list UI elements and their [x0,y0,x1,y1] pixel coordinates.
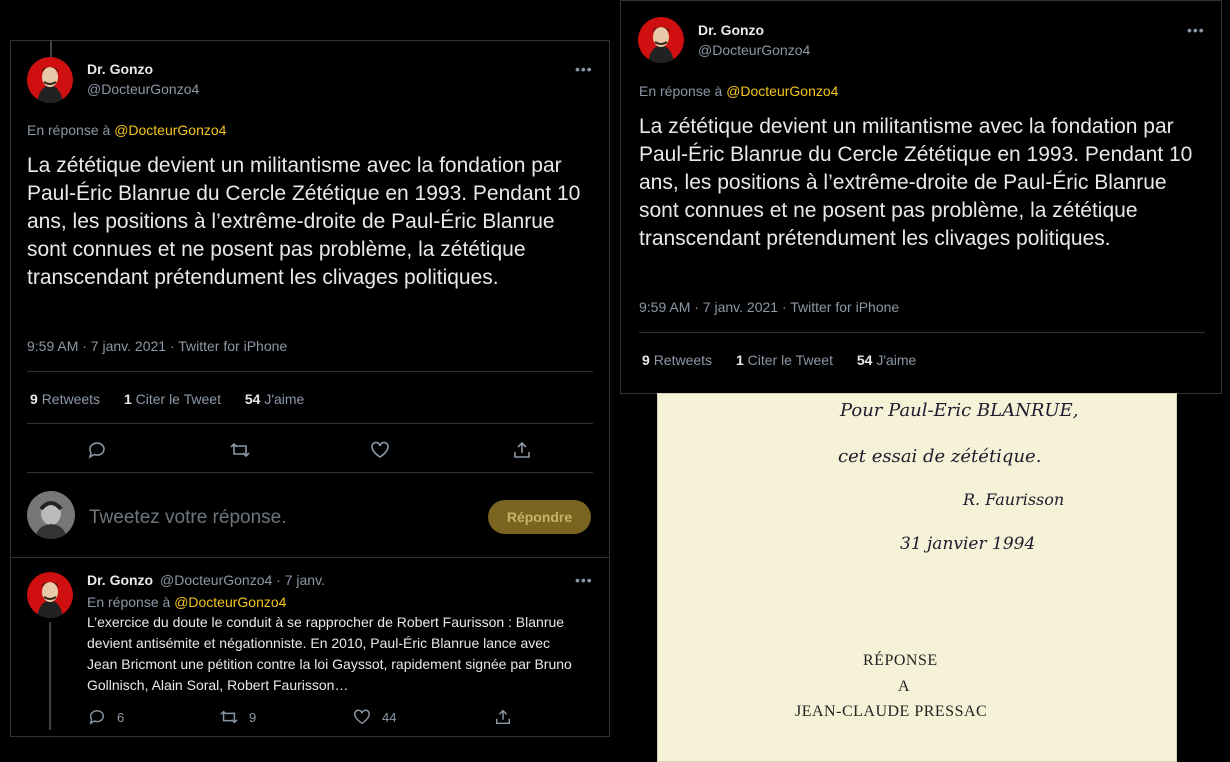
reply-input[interactable]: Tweetez votre réponse. [89,507,287,528]
tweet-stats [30,391,324,407]
tweet-text: La zététique devient un militantisme avec la fondation par Paul-Éric Blanrue du Cercle Zététique en 1993. Pendant 10 ans, les positions à l’extrême-droite de Paul-Éric Blanrue sont connues et ne posent pas problème, la zététique transcendant prétendument les clivages politiques. [639,115,1193,250]
retweet-icon[interactable] [229,440,251,465]
signature: R. Faurisson [963,490,1065,509]
author-name[interactable]: Dr. Gonzo [87,61,154,77]
retweet-icon[interactable] [219,708,239,731]
retweet-count: 9 [249,710,257,725]
dedication-line-1: Pour Paul-Eric BLANRUE, [840,400,1079,421]
reply-to-prefix: En réponse à [27,122,111,138]
reply-icon[interactable] [87,440,107,465]
avatar[interactable] [638,17,684,63]
reply-to-line [27,122,226,138]
divider [27,472,593,473]
likes-stat[interactable]: 54 J'aime [244,391,305,407]
like-icon[interactable] [370,440,390,465]
share-icon[interactable] [512,440,532,465]
tweet-timestamp[interactable]: 9:59 AM · 7 janv. 2021 · Twitter for iPhone [639,299,900,315]
like-count: 44 [382,710,397,725]
book-title-line-2: A [898,678,911,695]
user-avatar[interactable] [27,491,75,539]
likes-stat[interactable]: 54 J'aime [856,352,917,368]
avatar[interactable] [27,572,73,618]
retweets-stat[interactable]: 9 Retweets [642,352,713,368]
more-options-icon[interactable]: ••• [575,572,593,588]
thread-line [50,40,52,58]
reply-icon[interactable] [88,708,106,731]
reply-to-mention[interactable]: @DocteurGonzo4 [114,122,227,138]
reply-button[interactable]: Répondre [488,500,591,534]
quotes-stat[interactable]: 1 Citer le Tweet [735,352,833,368]
reply-to-prefix: En réponse à [87,594,171,610]
reply-to-line [639,83,838,99]
dedication-line-2: cet essai de zététique. [838,446,1042,467]
divider [27,371,593,372]
tweet-text: L’exercice du doute le conduit à se rapprocher de Robert Faurisson : Blanrue devient antisémite et négationniste. En 2010, Paul-Éric Blanrue lance avec Jean Bricmont une pétition contre la loi Gayssot, rapidement signée par Bruno Gollnisch, Alain Soral, Robert Faurisson… [87,614,572,693]
reply-to-mention[interactable]: @DocteurGonzo4 [726,83,839,99]
reply-to-prefix: En réponse à [639,83,723,99]
like-icon[interactable] [353,708,371,731]
book-title-line-3: JEAN-CLAUDE PRESSAC [795,703,988,720]
author-name[interactable]: Dr. Gonzo [698,22,765,38]
book-title-line-1: RÉPONSE [863,652,938,669]
divider [27,423,593,424]
author-name[interactable]: Dr. Gonzo [87,572,154,588]
share-icon[interactable] [494,708,512,731]
tweet-stats [642,352,936,368]
reply-count: 6 [117,710,125,725]
author-handle[interactable]: @DocteurGonzo4 [698,42,811,58]
reply-to-line [87,594,286,610]
author-handle-time[interactable]: @DocteurGonzo4 · 7 janv. [160,572,325,588]
divider [639,332,1205,333]
author-handle[interactable]: @DocteurGonzo4 [87,81,200,97]
avatar[interactable] [27,57,73,103]
quotes-stat[interactable]: 1 Citer le Tweet [123,391,221,407]
tweet-timestamp[interactable]: 9:59 AM · 7 janv. 2021 · Twitter for iPhone [27,338,288,354]
reply-to-mention[interactable]: @DocteurGonzo4 [174,594,287,610]
handwritten-date: 31 janvier 1994 [900,534,1036,554]
thread-line [49,622,51,730]
tweet-text: La zététique devient un militantisme avec la fondation par Paul-Éric Blanrue du Cercle Zététique en 1993. Pendant 10 ans, les positions à l’extrême-droite de Paul-Éric Blanrue sont connues et ne posent pas problème, la zététique transcendant prétendument les clivages politiques. [27,154,581,289]
more-options-icon[interactable]: ••• [1187,22,1205,38]
more-options-icon[interactable]: ••• [575,61,593,77]
left-tweet-panel [10,40,610,560]
retweets-stat[interactable]: 9 Retweets [30,391,101,407]
